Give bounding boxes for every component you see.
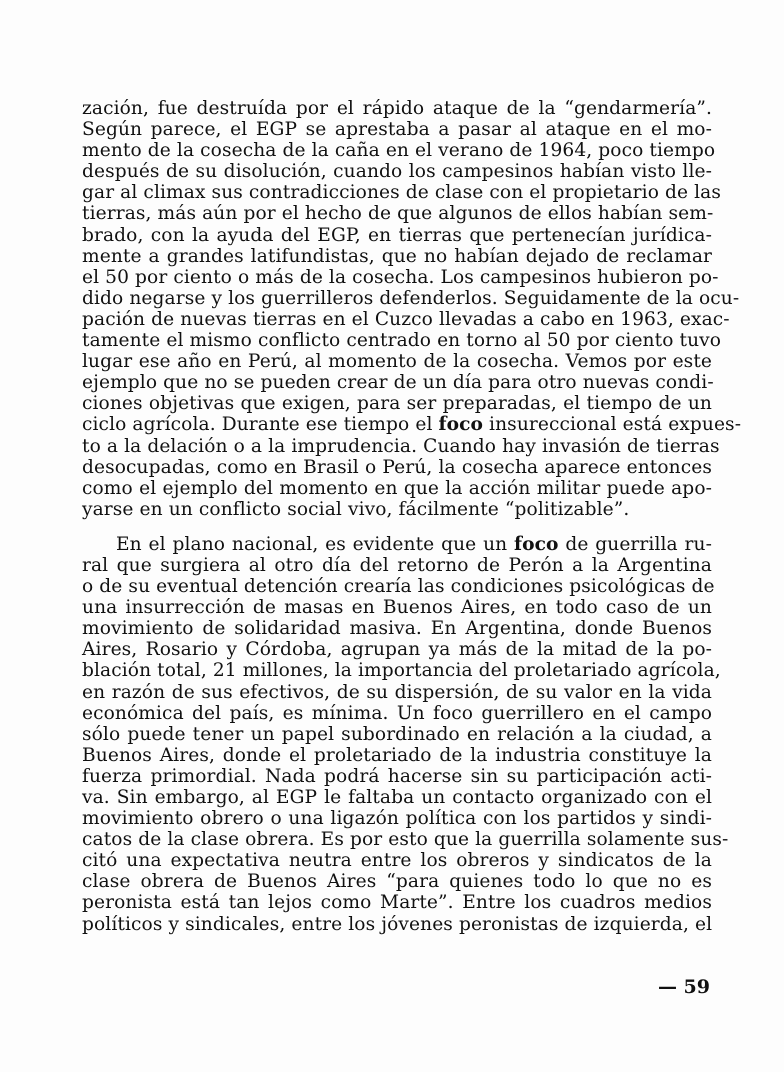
text-line: Según parece, el EGP se aprestaba a pasar al ataque en el mo- [82, 119, 712, 141]
text-line: catos de la clase obrera. Es por esto que la guerrilla solamente sus- [82, 829, 729, 851]
text-line: después de su disolución, cuando los campesinos habían visto lle- [82, 161, 712, 183]
paragraph-2 [82, 533, 729, 935]
text-line: dido negarse y los guerrilleros defenderlos. Seguidamente de la ocu- [82, 287, 740, 309]
text-line: brado, con la ayuda del EGP, en tierras que pertenecían jurídica- [82, 224, 712, 246]
text-line: movimiento de solidaridad masiva. En Argentina, donde Buenos [82, 618, 712, 640]
text-line: gar al climax sus contradicciones de clase con el propietario de las [82, 182, 721, 204]
text-line: o de su eventual detención crearía las condiciones psicológicas de [82, 576, 715, 598]
text-line: mente a grandes latifundistas, que no habían dejado de reclamar [82, 245, 712, 267]
text-line: En el plano nacional, es evidente que un foco de guerrilla ru- [116, 533, 712, 555]
body-text [82, 98, 742, 935]
text-line: fuerza primordial. Nada podrá hacerse sin su participación acti- [82, 765, 712, 787]
text-line: yarse en un conflicto social vivo, fácilmente “politizable”. [82, 498, 630, 520]
text-line: como el ejemplo del momento en que la acción militar puede apo- [82, 477, 712, 499]
text-line: blación total, 21 millones, la importancia del proletariado agrícola, [82, 660, 721, 682]
text-line: tamente el mismo conflicto centrado en torno al 50 por ciento tuvo [82, 330, 722, 352]
text-line: zación, fue destruída por el rápido ataque de la “gendarmería”. [82, 98, 712, 119]
text-line: ral que surgiera al otro día del retorno de Perón a la Argentina [82, 554, 712, 576]
text-line: citó una expectativa neutra entre los obreros y sindicatos de la [82, 850, 712, 872]
paragraph-spacer [82, 520, 712, 534]
text-line: to a la delación o a la imprudencia. Cuando hay invasión de tierras [82, 435, 720, 457]
text-line: lugar ese año en Perú, al momento de la cosecha. Vemos por este [82, 351, 712, 373]
page-number: — 59 [657, 976, 710, 998]
text-line: va. Sin embargo, al EGP le faltaba un contacto organizado con el [82, 787, 712, 808]
text-line: mento de la cosecha de la caña en el verano de 1964, poco tiempo [82, 140, 716, 162]
text-line: pación de nuevas tierras en el Cuzco llevadas a cabo en 1963, exac- [82, 308, 730, 330]
emphasis-word: foco [438, 414, 484, 436]
text-line: clase obrera de Buenos Aires “para quienes todo lo que no es [82, 871, 712, 893]
text-line: el 50 por ciento o más de la cosecha. Los campesinos hubieron po- [82, 266, 719, 288]
emphasis-word: foco [514, 533, 559, 555]
text-line: Aires, Rosario y Córdoba, agrupan ya más de la mitad de la po- [82, 639, 712, 661]
text-line: tierras, más aún por el hecho de que algunos de ellos habían sem- [82, 203, 714, 225]
text-line: ejemplo que no se pueden crear de un día para otro nuevas condi- [82, 372, 714, 394]
text-line: ciones objetivas que exigen, para ser preparadas, el tiempo de un [82, 393, 712, 415]
text-line: ciclo agrícola. Durante ese tiempo el foco insureccional está expues- [82, 414, 742, 436]
text-line: políticos y sindicales, entre los jóvenes peronistas de izquierda, el [82, 913, 713, 935]
text-line: movimiento obrero o una ligazón política con los partidos y sindi- [82, 808, 712, 830]
text-line: peronista está tan lejos como Marte”. Entre los cuadros medios [82, 892, 712, 914]
text-line: Buenos Aires, donde el proletariado de la industria constituye la [82, 744, 712, 766]
paragraph-1 [82, 98, 742, 520]
text-line: una insurrección de masas en Buenos Aires, en todo caso de un [82, 597, 712, 619]
text-line: desocupadas, como en Brasil o Perú, la cosecha aparece entonces [82, 456, 712, 478]
text-line: en razón de sus efectivos, de su dispersión, de su valor en la vida [82, 681, 712, 703]
text-line: sólo puede tener un papel subordinado en relación a la ciudad, a [82, 723, 712, 745]
text-line: económica del país, es mínima. Un foco guerrillero en el campo [82, 702, 712, 724]
